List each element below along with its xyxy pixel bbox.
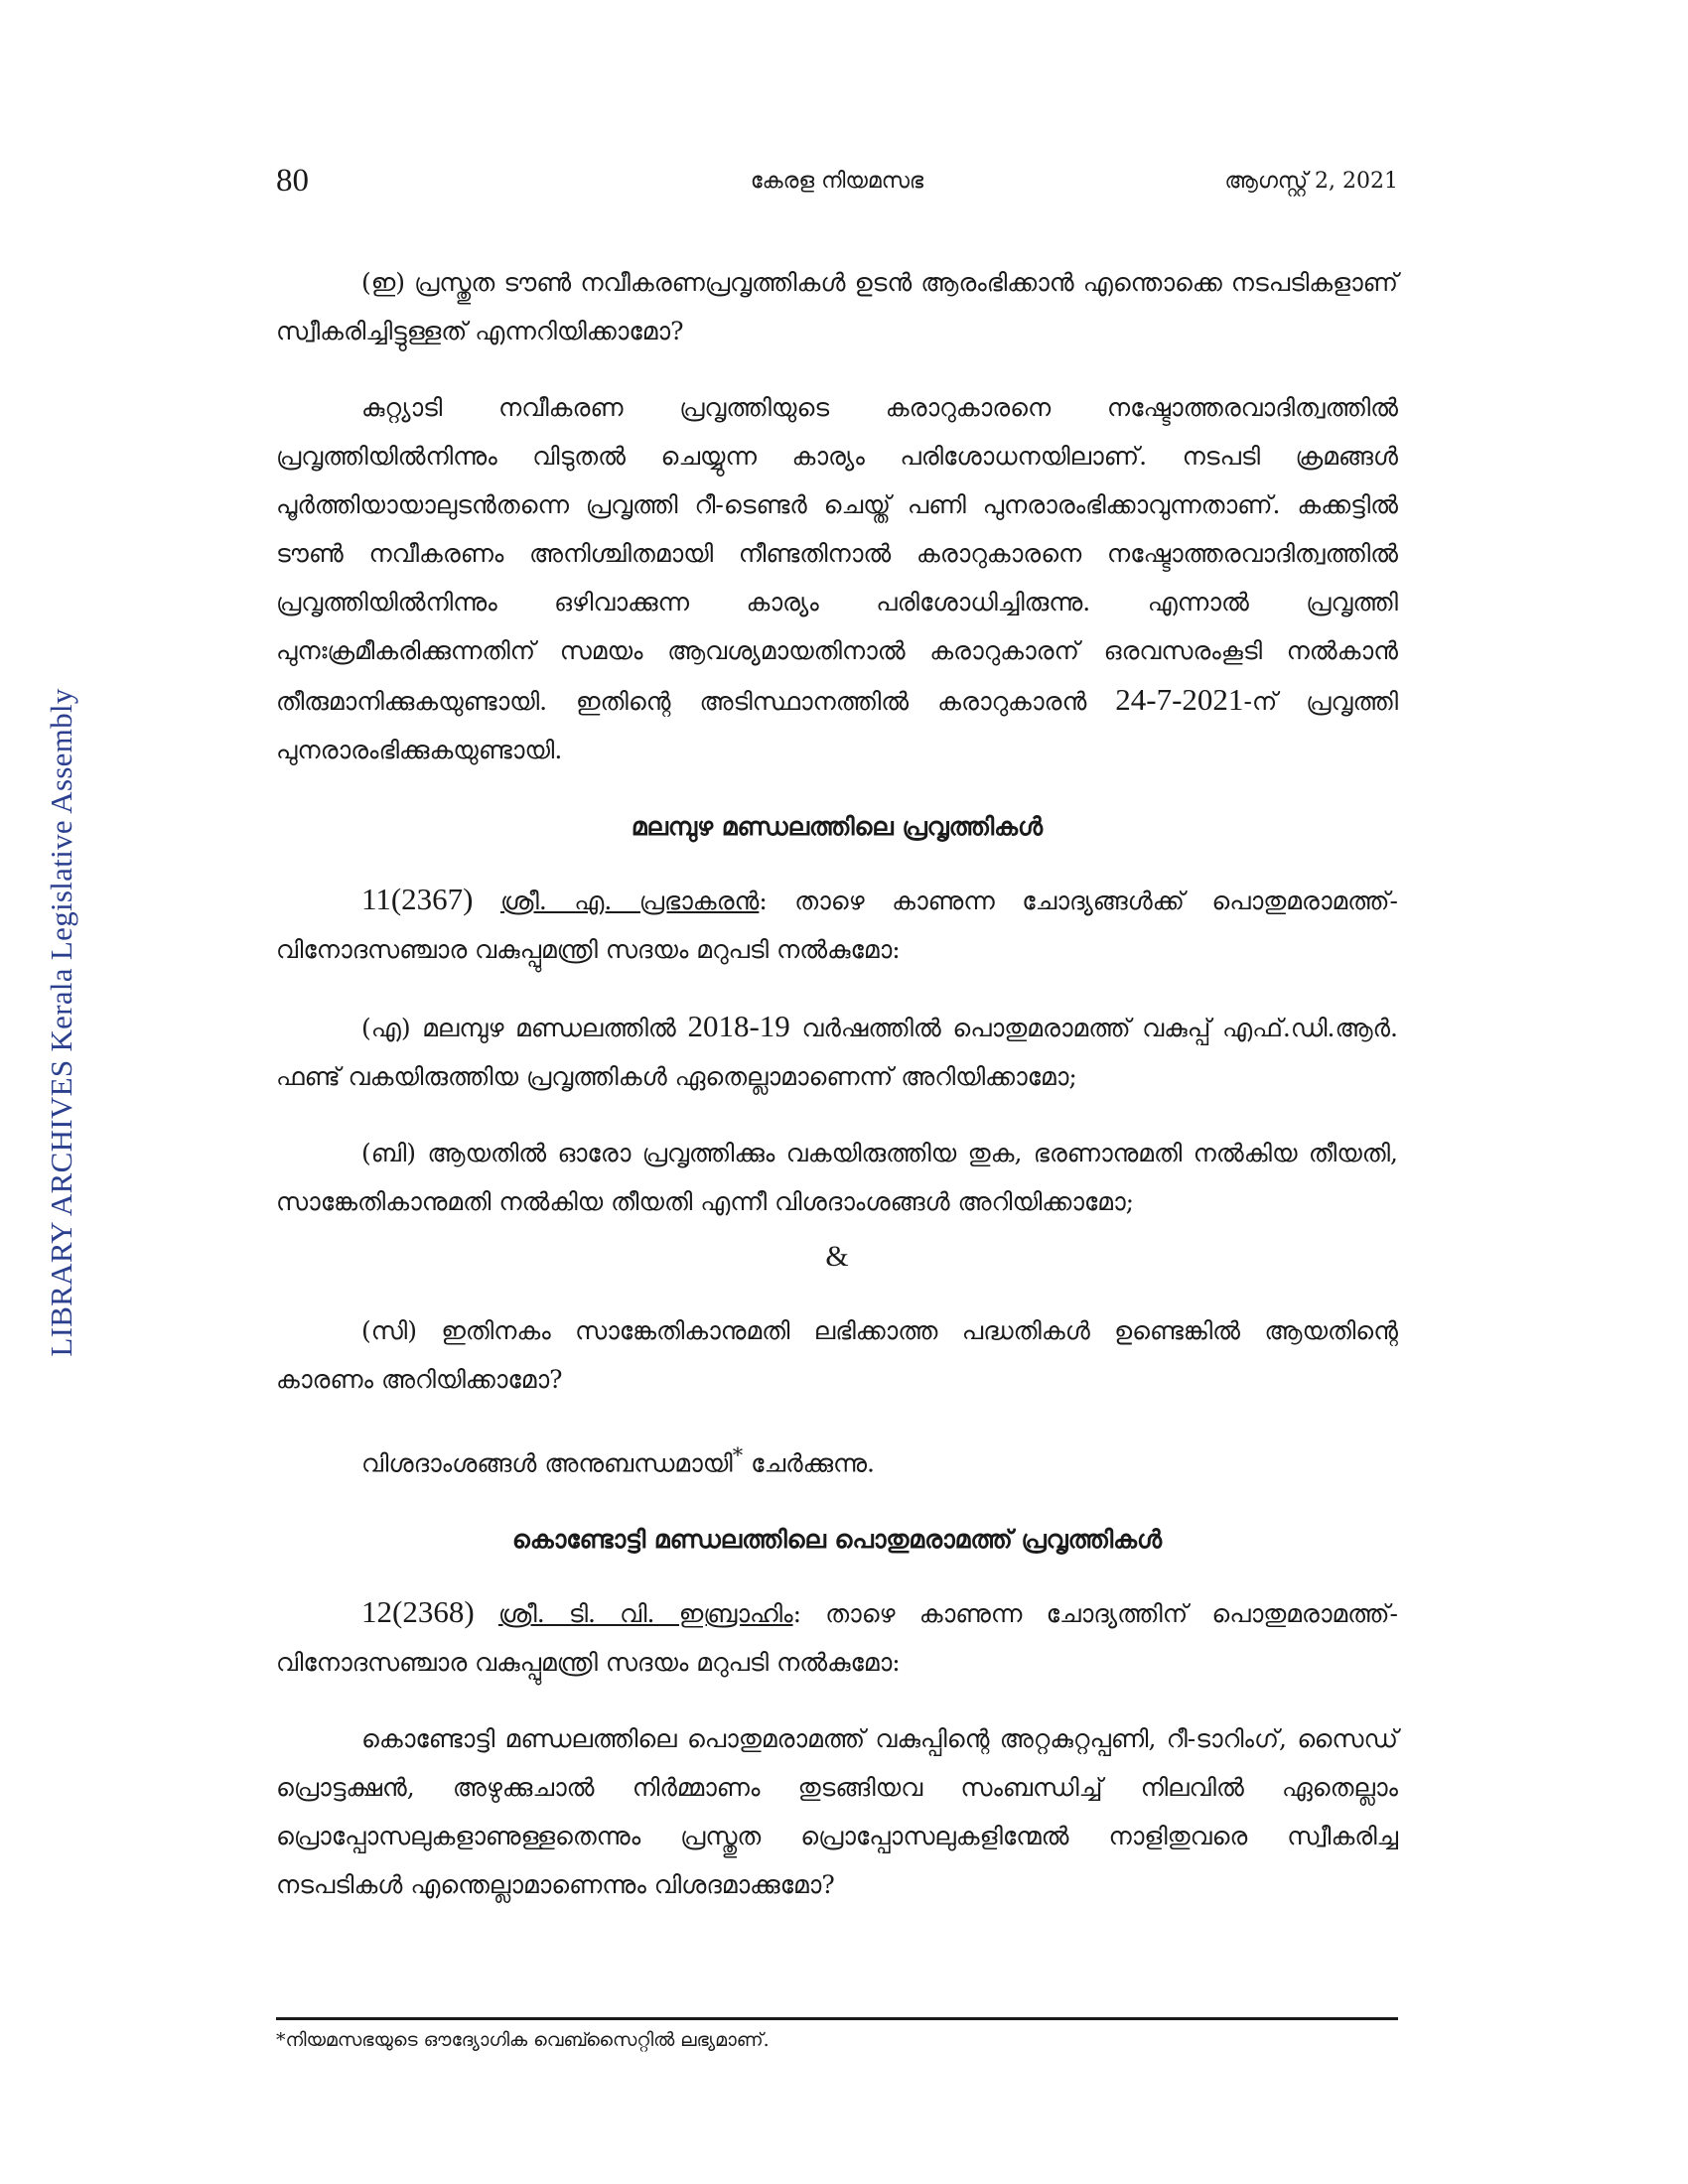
member-name: ശ്രീ. ടി. വി. ഇബ്രാഹിം	[497, 1599, 793, 1629]
question-e: (ഇ) പ്രസ്തുത ടൗൺ നവീകരണപ്രവൃത്തികൾ ഉടൻ ആരംഭിക്കാൻ എന്തൊക്കെ നടപടികളാണ് സ്വീകരിച്ചിട്ടുള്ളത് എന്നറിയിക്കാമോ?	[276, 268, 1398, 345]
question-intro: താഴെ കാണുന്ന ചോദ്യത്തിന് പൊതുമരാമത്ത്-വിനോദസഞ്ചാര വകുപ്പുമന്ത്രി സദയം മറുപടി നൽകുമോ:	[276, 1599, 1398, 1678]
footnote-rule	[276, 2017, 1398, 2020]
document-body	[276, 258, 1398, 1909]
page-number: 80	[276, 163, 309, 199]
question-number: 12(2368)	[361, 1594, 475, 1630]
question-c: (സി) ഇതിനകം സാങ്കേതികാനുമതി ലഭിക്കാത്ത പദ്ധതികൾ ഉണ്ടെങ്കിൽ ആയതിന്റെ കാരണം അറിയിക്കാമോ?	[276, 1316, 1398, 1394]
section-heading-malampuzha: മലമ്പുഴ മണ്ഡലത്തിലെ പ്രവൃത്തികൾ	[631, 812, 1044, 841]
question-12-text: കൊണ്ടോട്ടി മണ്ഡലത്തിലെ പൊതുമരാമത്ത് വകുപ്പിന്റെ അറ്റകുറ്റപ്പണി, റീ-ടാറിംഗ്, സൈഡ് പ്രൊട്ടക്ഷൻ, അഴുക്കുചാൽ നിർമ്മാണം തുടങ്ങിയവ സംബന്ധിച്ച് നിലവിൽ ഏതെല്ലാം പ്രൊപ്പോസലുകളാണുള്ളതെന്നും പ്രസ്തുത പ്രൊപ്പോസലുകളിന്മേൽ നാളിതുവരെ സ്വീകരിച്ച നടപടികൾ എന്തെല്ലാമാണെന്നും വിശദമാക്കുമോ?	[276, 1724, 1398, 1900]
archive-watermark: LIBRARY ARCHIVES Kerala Legislative Assembly	[44, 688, 78, 1357]
answer-text-after: -ന് പ്രവൃത്തി പുനരാരംഭിക്കുകയുണ്ടായി.	[276, 687, 1398, 764]
member-colon: :	[759, 887, 768, 915]
answer-11	[276, 1432, 1398, 1487]
answer-11-text: വിശദാംശങ്ങൾ അനുബന്ധമായി	[361, 1448, 733, 1478]
page-header	[276, 157, 1398, 206]
section-heading-kondotty: കൊണ്ടോട്ടി മണ്ഡലത്തിലെ പൊതുമരാമത്ത് പ്രവൃത്തികൾ	[511, 1525, 1163, 1555]
question-12-intro	[276, 1587, 1398, 1687]
answer-text-before: കുറ്റ്യാടി നവീകരണ പ്രവൃത്തിയുടെ കരാറുകാരനെ നഷ്ടോത്തരവാദിത്വത്തിൽ പ്രവൃത്തിയിൽനിന്നും വിടുതൽ ചെയ്യുന്ന കാര്യം പരിശോധനയിലാണ്. നടപടി ക്രമങ്ങൾ പൂർത്തിയായാലുടൻതന്നെ പ്രവൃത്തി റീ-ടെണ്ടർ ചെയ്ത് പണി പുനരാരംഭിക്കാവുന്നതാണ്. കക്കട്ടിൽ ടൗൺ നവീകരണം അനിശ്ചിതമായി നീണ്ടതിനാൽ കരാറുകാരനെ നഷ്ടോത്തരവാദിത്വത്തിൽ പ്രവൃത്തിയിൽനിന്നും ഒഴിവാക്കുന്ന കാര്യം പരിശോധിച്ചിരുന്നു. എന്നാൽ പ്രവൃത്തി പുനഃക്രമീകരിക്കുന്നതിന് സമയം ആവശ്യമായതിനാൽ കരാറുകാരന് ഒരവസരംകൂടി നൽകാൻ തീരുമാനിക്കുകയുണ്ടായി. ഇതിന്റെ അടിസ്ഥാനത്തിൽ കരാറുകാരൻ	[276, 393, 1398, 716]
running-title: കേരള നിയമസഭ	[750, 169, 924, 194]
answer-date: 24-7-2021	[1115, 682, 1244, 717]
footnote: *നിയമസഭയുടെ ഔദ്യോഗിക വെബ്സൈറ്റിൽ ലഭ്യമാണ്.	[276, 2029, 770, 2051]
question-11-intro	[276, 875, 1398, 974]
question-a-year: 2018-19	[687, 1009, 790, 1043]
question-a-text-after: വർഷത്തിൽ പൊതുമരാമത്ത് വകുപ്പ് എഫ്.ഡി.ആർ. ഫണ്ട് വകയിരുത്തിയ പ്രവൃത്തികൾ ഏതെല്ലാമാണെന്ന് അറിയിക്കാമോ;	[276, 1014, 1398, 1091]
question-a-text-before: (എ) മലമ്പുഴ മണ്ഡലത്തിൽ	[361, 1014, 688, 1042]
ampersand-separator: &	[825, 1240, 849, 1273]
question-a	[276, 1002, 1398, 1101]
question-b: (ബി) ആയതിൽ ഓരോ പ്രവൃത്തിക്കും വകയിരുത്തിയ തുക, ഭരണാനുമതി നൽകിയ തീയതി, സാങ്കേതികാനുമതി നൽകിയ തീയതി എന്നീ വിശദാംശങ്ങൾ അറിയിക്കാമോ;	[276, 1139, 1398, 1216]
page-date: ആഗസ്റ്റ് 2, 2021	[1224, 169, 1398, 194]
question-intro: താഴെ കാണുന്ന ചോദ്യങ്ങൾക്ക് പൊതുമരാമത്ത്-വിനോദസഞ്ചാര വകുപ്പുമന്ത്രി സദയം മറുപടി നൽകുമോ:	[276, 887, 1399, 964]
member-colon: :	[792, 1599, 801, 1629]
question-number: 11(2367)	[361, 882, 474, 916]
answer-11-text-after: ചേർക്കുന്നു.	[743, 1448, 875, 1478]
member-name: ശ്രീ. എ. പ്രഭാകരൻ	[500, 887, 760, 915]
answer-paragraph	[276, 383, 1398, 774]
footnote-marker: *	[732, 1443, 744, 1467]
